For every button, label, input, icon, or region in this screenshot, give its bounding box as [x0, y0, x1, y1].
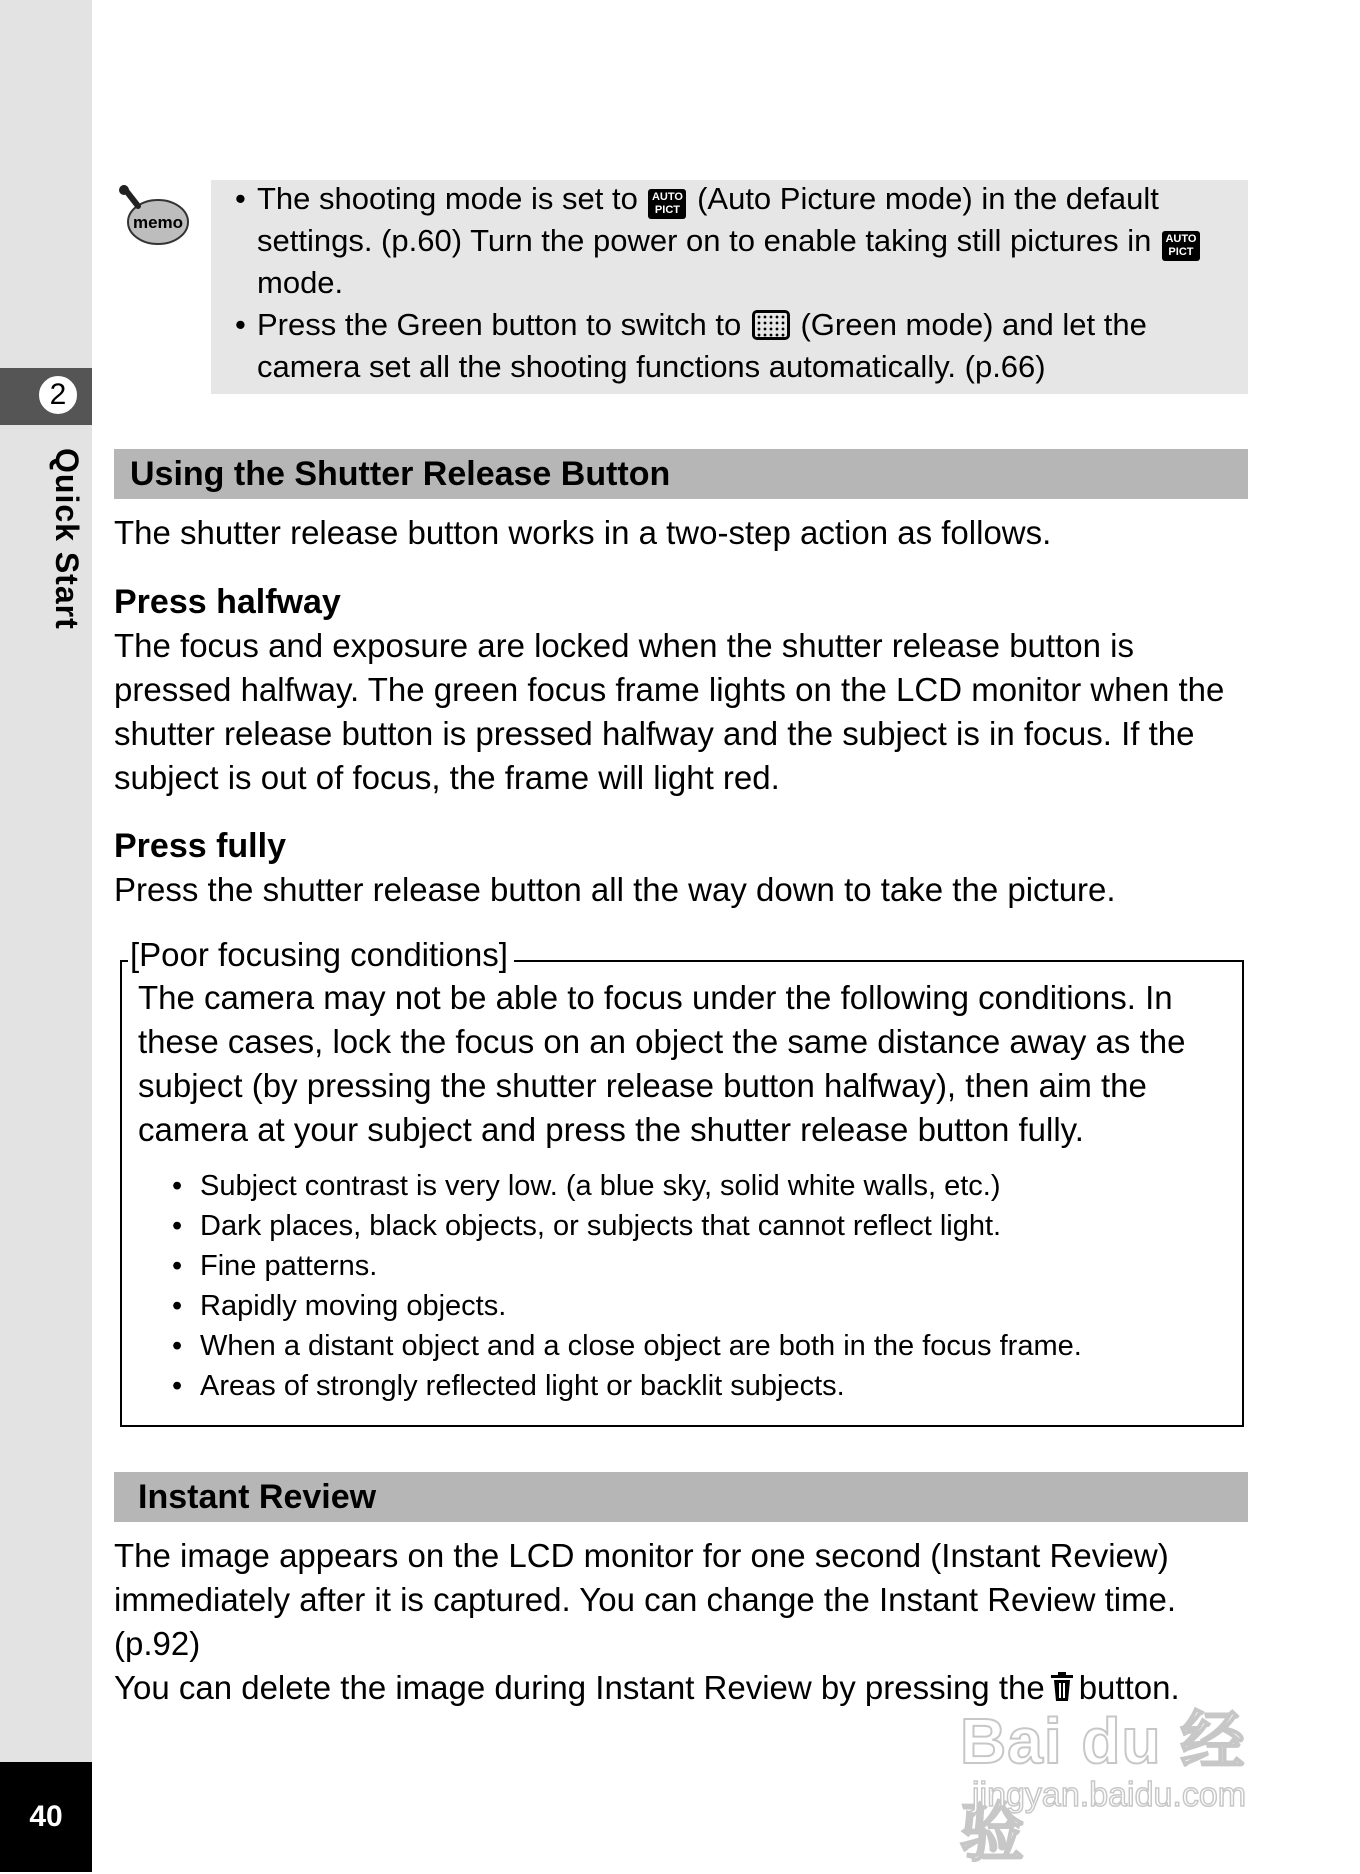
- memo-bullet-auto-picture: [227, 178, 1228, 304]
- watermark-main: Bai du 经验: [960, 1705, 1246, 1869]
- list-item: • Subject contrast is very low. (a blue sky, solid white walls, etc.): [168, 1166, 1082, 1206]
- poor-focusing-list: [168, 1166, 1082, 1406]
- section-heading-instant-review: Instant Review: [114, 1472, 1248, 1522]
- memo-bullet-green-mode: [227, 304, 1228, 388]
- watermark-url: jingyan.baidu.com: [972, 1776, 1247, 1814]
- chapter-title: Quick Start: [49, 448, 85, 630]
- baidu-watermark: [960, 1690, 1280, 1869]
- list-item: • Areas of strongly reflected light or backlit subjects.: [168, 1366, 1082, 1406]
- sidebar: [0, 0, 92, 1872]
- press-halfway-heading: Press halfway: [114, 583, 341, 621]
- memo-icon: [118, 184, 190, 250]
- list-item: • Rapidly moving objects.: [168, 1286, 1082, 1326]
- memo-b1-text-b: (Auto Picture mode) in the default settings. (p.60) Turn the power on to enable taking still pictures in: [257, 181, 1159, 258]
- page-number: 40: [0, 1762, 92, 1872]
- press-halfway-text: The focus and exposure are locked when the shutter release button is pressed halfway. The green focus frame lights on the LCD monitor when the shutter release button is pressed halfway and the subject is in focus. If the subject is out of focus, the frame will light red.: [114, 627, 1225, 796]
- poor-focusing-title: [Poor focusing conditions]: [128, 935, 514, 975]
- press-fully-text: Press the shutter release button all the way down to take the picture.: [114, 871, 1116, 908]
- auto-picture-icon: AUTO PICT: [648, 189, 686, 219]
- memo-b2-text-b: (Green mode) and let the camera set all the shooting functions automatically. (p.66): [257, 307, 1147, 384]
- shutter-intro: The shutter release button works in a two-step action as follows.: [114, 514, 1052, 551]
- list-item: • Fine patterns.: [168, 1246, 1082, 1286]
- instant-review-text: The image appears on the LCD monitor for one second (Instant Review) immediately after it is captured. You can change the Instant Review time. (p.92): [114, 1537, 1177, 1662]
- memo-b2-text-a: Press the Green button to switch to: [257, 307, 742, 342]
- memo-b1-text-a: The shooting mode is set to: [257, 181, 638, 216]
- green-mode-icon: [752, 310, 790, 340]
- memo-icon-label: memo: [132, 213, 184, 232]
- memo-box: [211, 180, 1248, 394]
- delete-text-a: You can delete the image during Instant Review by pressing the: [114, 1669, 1045, 1706]
- delete-text-b: button.: [1078, 1669, 1180, 1706]
- chapter-number: 2: [37, 374, 79, 416]
- poor-focusing-intro: The camera may not be able to focus under the following conditions. In these cases, lock the focus on an object the same distance away as the subject (by pressing the shutter release button halfway), then aim the camera at your subject and press the shutter release button fully.: [138, 979, 1186, 1148]
- list-item: • When a distant object and a close object are both in the focus frame.: [168, 1326, 1082, 1366]
- memo-b1-text-c: mode.: [257, 265, 344, 300]
- list-item: • Dark places, black objects, or subjects that cannot reflect light.: [168, 1206, 1082, 1246]
- section-heading-shutter: Using the Shutter Release Button: [114, 449, 1248, 499]
- press-fully-heading: Press fully: [114, 827, 286, 865]
- auto-picture-icon: AUTO PICT: [1162, 231, 1200, 261]
